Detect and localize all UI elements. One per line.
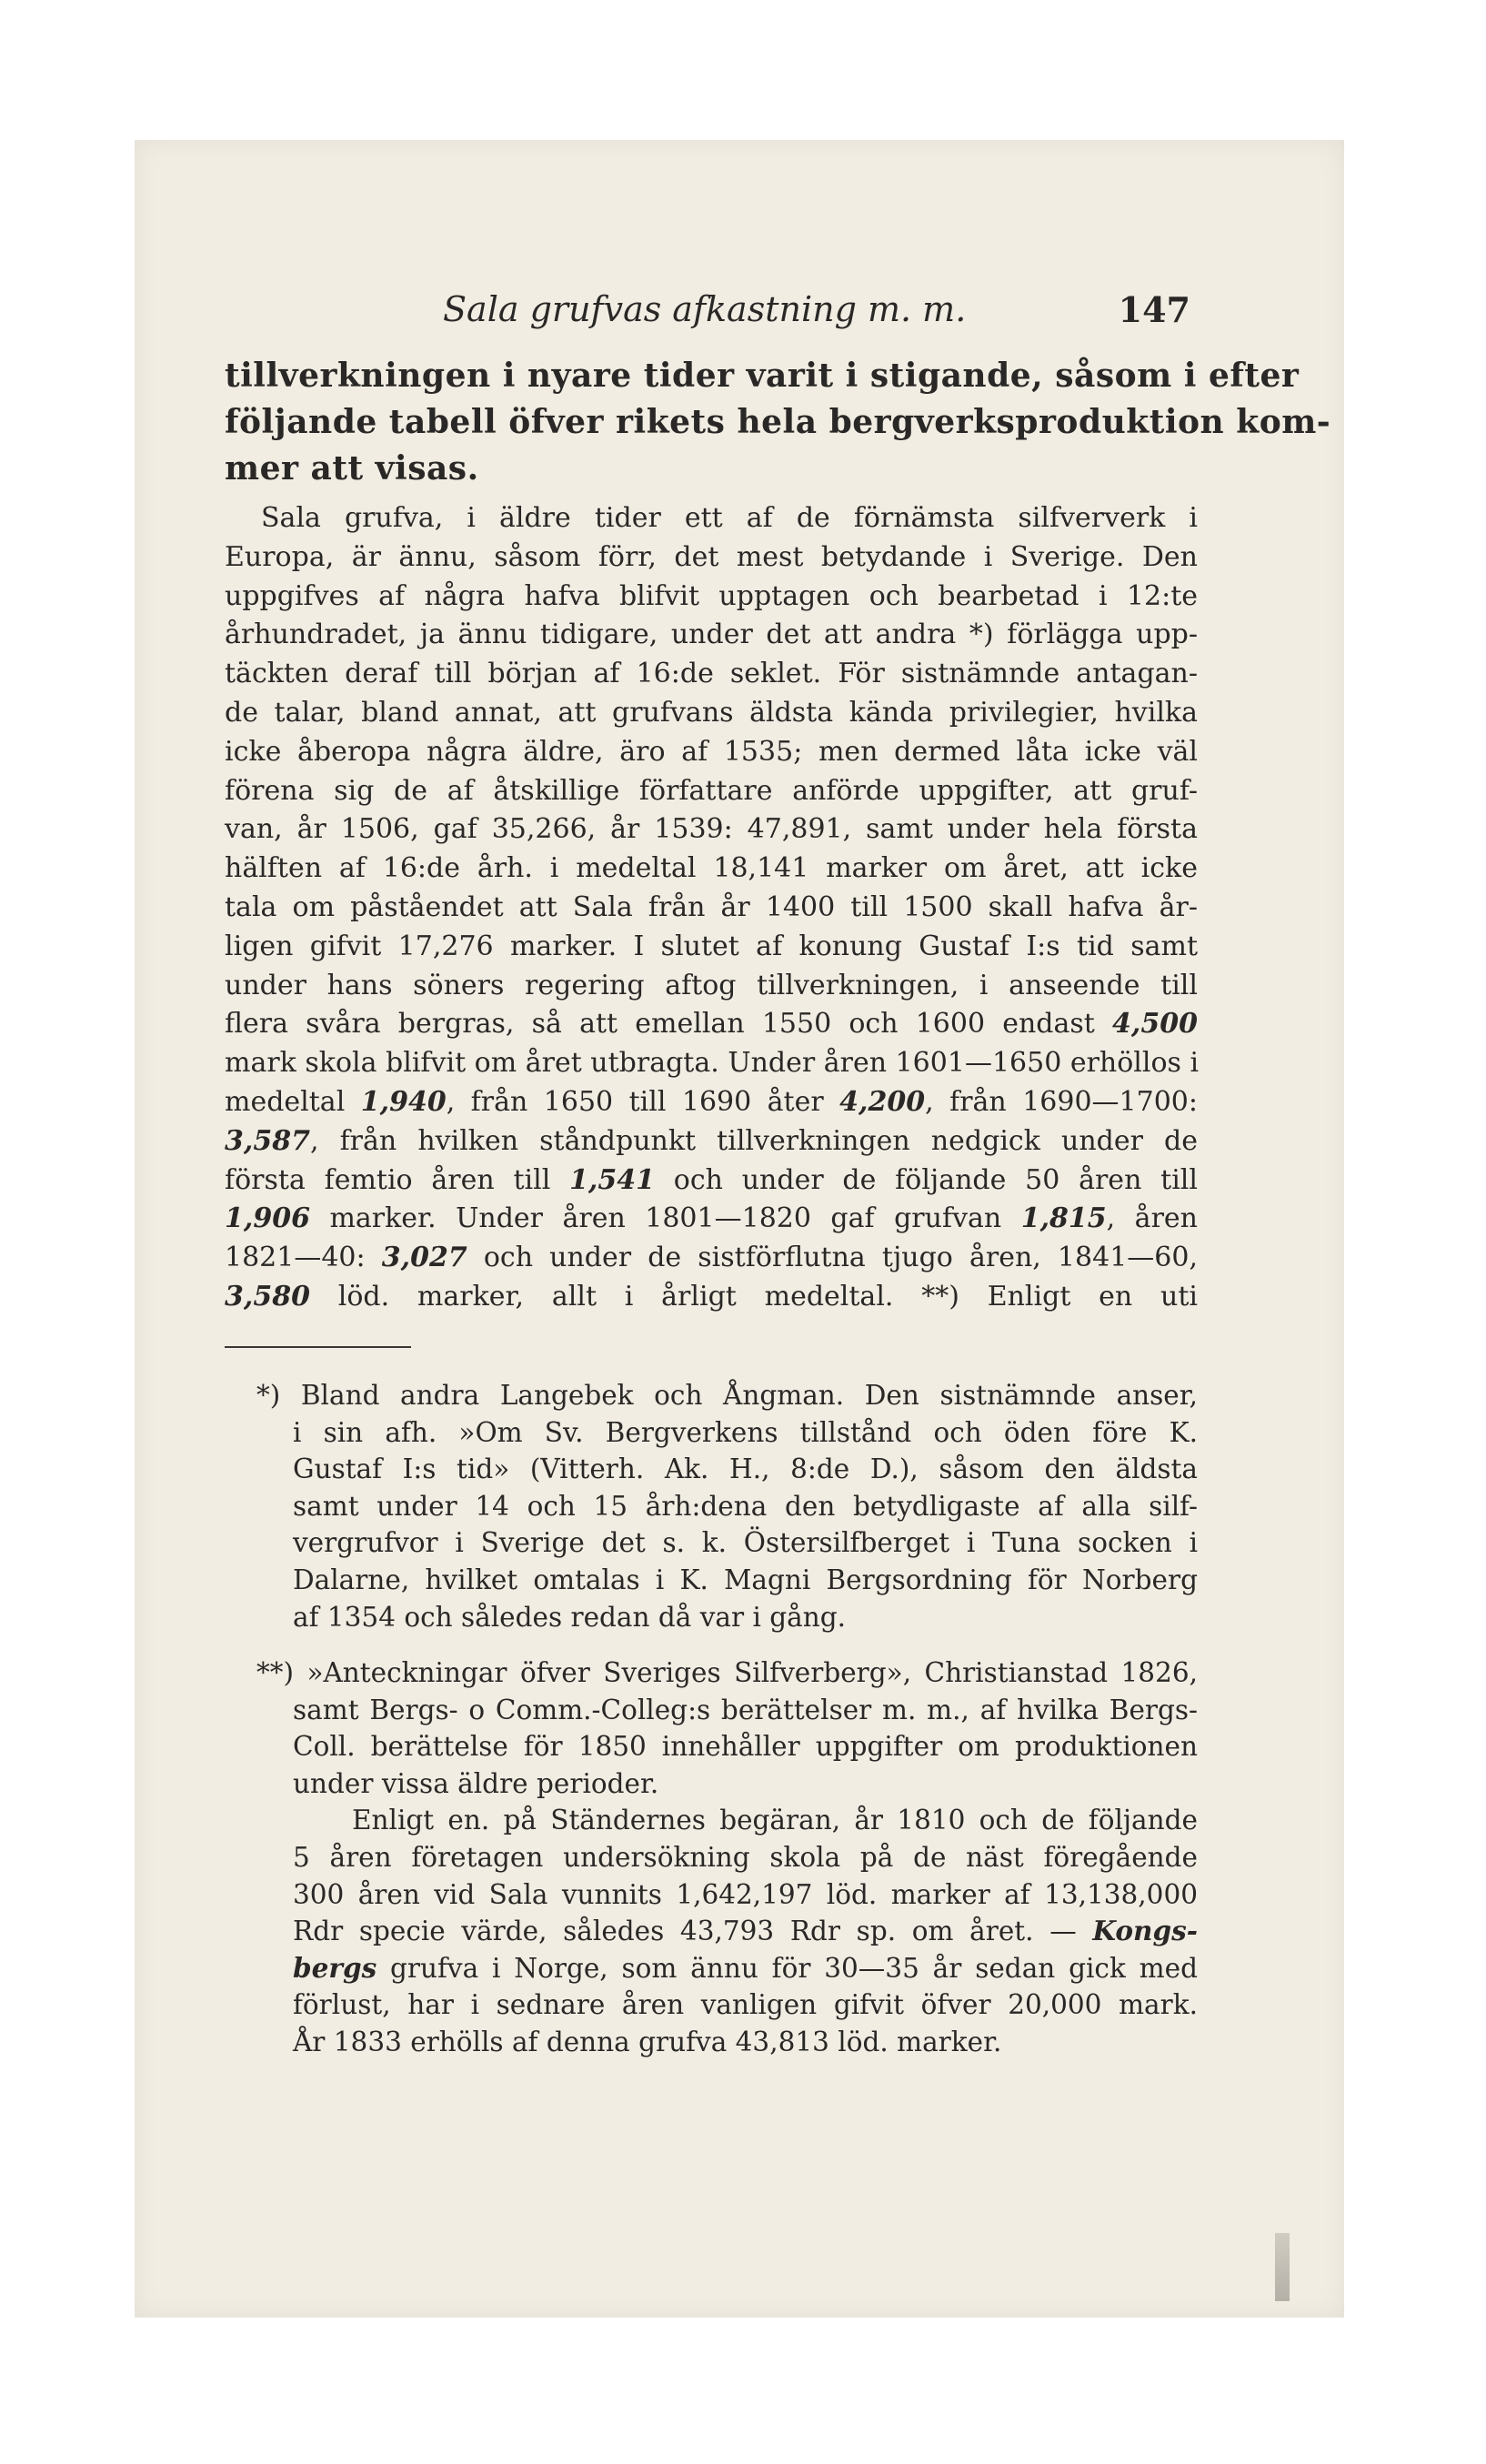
text-line	[225, 1278, 1198, 1317]
footnote-1	[256, 1377, 1198, 1635]
lead-paragraph	[225, 353, 1331, 492]
text-line: samt under 14 och 15 årh:dena den betydligaste af alla silf-	[293, 1490, 1198, 1522]
emphasized-number: 4,500	[1112, 1008, 1198, 1041]
text-line: under hans söners regering aftog tillverkningen, i anseende till	[225, 969, 1198, 1001]
text-fragment: , från hvilken ståndpunkt tillverkningen nedgick under de	[309, 1124, 1198, 1157]
text-line: under vissa äldre perioder.	[293, 1767, 659, 1799]
body-paragraph	[225, 499, 1198, 1317]
text-line	[256, 1913, 1198, 1950]
text-fragment: grufva i Norge, som ännu för 30—35 år sedan gick med	[390, 1952, 1198, 1984]
text-line: Europa, är ännu, såsom förr, det mest betydande i Sverige. Den	[225, 540, 1198, 573]
text-line: de talar, bland annat, att grufvans äldsta kända privilegier, hvilka	[225, 696, 1198, 729]
scan-shadow-mark	[1275, 2233, 1290, 2301]
page-header	[225, 289, 1198, 335]
text-line	[225, 1200, 1198, 1239]
text-line: **) »Anteckningar öfver Sveriges Silfverberg», Christianstad 1826,	[256, 1657, 1198, 1688]
text-line: mer att visas.	[225, 449, 479, 488]
text-fragment: medeltal	[225, 1085, 346, 1118]
text-line: *) Bland andra Langebek och Ångman. Den sistnämnde anser,	[256, 1380, 1198, 1411]
text-fragment: Rdr specie värde, således 43,793 Rdr sp. om året. —	[293, 1916, 1077, 1947]
text-fragment: , från 1690—1700:	[925, 1085, 1198, 1118]
text-fragment: och under de sistförflutna tjugo åren, 1841—60,	[483, 1242, 1198, 1274]
text-line	[256, 1950, 1198, 1987]
emphasized-number: 1,541	[569, 1163, 656, 1196]
emphasized-number: 1,815	[1020, 1202, 1107, 1235]
text-line: 5 åren företagen undersökning skola på de näst föregående	[293, 1841, 1198, 1873]
text-line: samt Bergs- o Comm.-Colleg:s berättelser m. m., af hvilka Bergs-	[293, 1694, 1198, 1725]
text-line: Sala grufva, i äldre tider ett af de förnämsta silfververk i	[261, 502, 1198, 534]
text-fragment: första femtio åren till	[225, 1163, 551, 1196]
text-line: ligen gifvit 17,276 marker. I slutet af konung Gustaf I:s tid samt	[225, 930, 1198, 962]
text-fragment: löd. marker, allt i årligt medeltal. **) Enligt en uti	[337, 1280, 1198, 1312]
emphasized-word: Kongs-	[1092, 1915, 1198, 1947]
text-fragment: , från 1650 till 1690 åter	[446, 1085, 824, 1118]
text-line	[225, 1239, 1198, 1278]
text-line: vergrufvor i Sverige det s. k. Östersilfberget i Tuna socken i	[293, 1527, 1198, 1559]
text-line: Enligt en. på Ständernes begäran, år 1810 och de följande	[352, 1805, 1198, 1836]
text-line: uppgifves af några hafva blifvit upptagen och bearbetad i 12:te	[225, 579, 1198, 612]
text-line	[225, 1005, 1198, 1044]
text-line: täckten deraf till början af 16:de seklet. För sistnämnde antagan-	[225, 658, 1198, 690]
text-line: 300 åren vid Sala vunnits 1,642,197 löd. marker af 13,138,000	[293, 1878, 1198, 1910]
text-line: hälften af 16:de årh. i medeltal 18,141 marker om året, att icke	[225, 852, 1198, 885]
text-line: af 1354 och således redan då var i gång.	[293, 1601, 847, 1633]
text-fragment: , åren	[1106, 1202, 1198, 1235]
text-line: Gustaf I:s tid» (Vitterh. Ak. H., 8:de D.), såsom den äldsta	[293, 1453, 1198, 1485]
text-line: Coll. berättelse för 1850 innehåller uppgifter om produktionen	[293, 1731, 1198, 1763]
text-line: förlust, har i sednare åren vanligen gifvit öfver 20,000 mark.	[293, 1989, 1198, 2021]
emphasized-number: 1,906	[225, 1202, 310, 1235]
text-line: tala om påståendet att Sala från år 1400 till 1500 skall hafva år-	[225, 890, 1198, 923]
page-number: 147	[1118, 289, 1190, 330]
footnote-separator	[225, 1346, 411, 1348]
emphasized-word: bergs	[293, 1951, 377, 1984]
text-line: följande tabell öfver rikets hela bergverksproduktion kom-	[225, 403, 1331, 441]
text-line: van, år 1506, gaf 35,266, år 1539: 47,891, samt under hela första	[225, 813, 1198, 846]
text-line: icke åberopa några äldre, äro af 1535; men dermed låta icke väl	[225, 735, 1198, 768]
text-line: tillverkningen i nyare tider varit i stigande, såsom i efter	[225, 357, 1300, 395]
text-fragment: marker. Under åren 1801—1820 gaf grufvan	[329, 1202, 1002, 1235]
text-fragment: 1821—40:	[225, 1242, 366, 1274]
footnote-2	[256, 1654, 1198, 2061]
text-line: mark skola blifvit om året utbragta. Under åren 1601—1650 erhöllos i	[225, 1047, 1200, 1080]
text-line: Dalarne, hvilket omtalas i K. Magni Bergsordning för Norberg	[293, 1564, 1198, 1595]
emphasized-number: 3,587	[225, 1124, 310, 1157]
running-title: Sala grufvas afkastning m. m.	[443, 289, 967, 329]
text-line	[225, 1083, 1198, 1122]
emphasized-number: 4,200	[839, 1085, 926, 1118]
text-line: århundradet, ja ännu tidigare, under det att andra *) förlägga upp-	[225, 619, 1198, 651]
text-line: i sin afh. »Om Sv. Bergverkens tillstånd och öden före K.	[293, 1416, 1198, 1448]
emphasized-number: 3,027	[381, 1242, 467, 1274]
text-fragment: och under de följande 50 åren till	[673, 1163, 1198, 1196]
text-line	[225, 1122, 1198, 1162]
emphasized-number: 3,580	[225, 1280, 310, 1312]
emphasized-number: 1,940	[360, 1085, 447, 1118]
text-line	[225, 1162, 1198, 1201]
text-fragment: flera svåra bergras, så att emellan 1550 och 1600 endast	[225, 1008, 1095, 1041]
text-line: År 1833 erhölls af denna grufva 43,813 löd. marker.	[293, 2026, 1002, 2057]
text-line: förena sig de af åtskillige författare anförde uppgifter, att gruf-	[225, 774, 1198, 807]
